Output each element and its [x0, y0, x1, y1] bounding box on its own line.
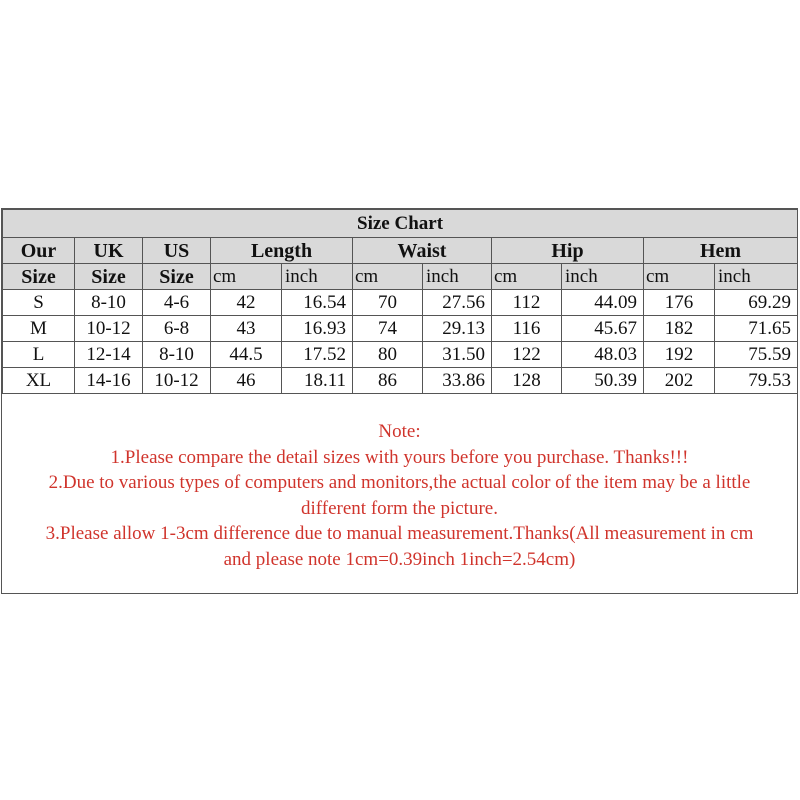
cell-size: L	[3, 342, 75, 368]
cell-hip-cm: 128	[492, 368, 562, 394]
header-length: Length	[211, 238, 353, 264]
cell-hem-inch: 71.65	[715, 316, 798, 342]
notes-heading: Note:	[378, 421, 421, 442]
cell-uk: 10-12	[75, 316, 143, 342]
cell-hip-cm: 112	[492, 290, 562, 316]
header-hem: Hem	[644, 238, 798, 264]
cell-waist-inch: 33.86	[423, 368, 492, 394]
cell-hip-cm: 122	[492, 342, 562, 368]
cell-hem-inch: 79.53	[715, 368, 798, 394]
cell-hem-cm: 202	[644, 368, 715, 394]
unit-hip-inch: inch	[562, 264, 644, 290]
cell-us: 6-8	[143, 316, 211, 342]
cell-length-inch: 18.11	[282, 368, 353, 394]
note-line-2b: different form the picture.	[301, 497, 498, 519]
table-row	[3, 290, 798, 316]
cell-waist-cm: 80	[353, 342, 423, 368]
unit-hem-cm: cm	[644, 264, 715, 290]
cell-us: 8-10	[143, 342, 211, 368]
cell-uk: 14-16	[75, 368, 143, 394]
note-line-3a: 3.Please allow 1-3cm difference due to manual measurement.Thanks(All measurement in cm	[45, 523, 754, 544]
table-row	[3, 368, 798, 394]
cell-waist-cm: 70	[353, 290, 423, 316]
cell-size: S	[3, 290, 75, 316]
cell-length-cm: 42	[211, 290, 282, 316]
cell-hem-inch: 75.59	[715, 342, 798, 368]
cell-waist-inch: 27.56	[423, 290, 492, 316]
table-row	[3, 316, 798, 342]
cell-length-cm: 46	[211, 368, 282, 394]
table-row	[3, 342, 798, 368]
cell-waist-cm: 74	[353, 316, 423, 342]
cell-waist-inch: 29.13	[423, 316, 492, 342]
unit-hem-inch: inch	[715, 264, 798, 290]
table-title: Size Chart	[3, 210, 798, 238]
cell-hem-inch: 69.29	[715, 290, 798, 316]
header-us: US	[143, 238, 211, 264]
header-our: Our	[3, 238, 75, 264]
cell-hem-cm: 192	[644, 342, 715, 368]
header-waist: Waist	[353, 238, 492, 264]
cell-hem-cm: 182	[644, 316, 715, 342]
header-uk-size: Size	[75, 264, 143, 290]
unit-length-inch: inch	[282, 264, 353, 290]
cell-waist-inch: 31.50	[423, 342, 492, 368]
header-us-size: Size	[143, 264, 211, 290]
cell-length-inch: 17.52	[282, 342, 353, 368]
cell-hem-cm: 176	[644, 290, 715, 316]
cell-uk: 12-14	[75, 342, 143, 368]
cell-us: 4-6	[143, 290, 211, 316]
header-hip: Hip	[492, 238, 644, 264]
cell-length-cm: 43	[211, 316, 282, 342]
cell-size: XL	[3, 368, 75, 394]
note-line-3b: and please note 1cm=0.39inch 1inch=2.54cm)	[223, 548, 576, 570]
cell-length-inch: 16.54	[282, 290, 353, 316]
header-uk: UK	[75, 238, 143, 264]
unit-length-cm: cm	[211, 264, 282, 290]
note-line-1: 1.Please compare the detail sizes with yours before you purchase. Thanks!!!	[110, 446, 689, 468]
cell-size: M	[3, 316, 75, 342]
cell-hip-cm: 116	[492, 316, 562, 342]
notes-section	[2, 419, 797, 572]
cell-uk: 8-10	[75, 290, 143, 316]
cell-waist-cm: 86	[353, 368, 423, 394]
cell-hip-inch: 50.39	[562, 368, 644, 394]
size-chart-table	[2, 209, 798, 394]
cell-hip-inch: 44.09	[562, 290, 644, 316]
unit-waist-cm: cm	[353, 264, 423, 290]
cell-hip-inch: 45.67	[562, 316, 644, 342]
unit-waist-inch: inch	[423, 264, 492, 290]
header-our-size: Size	[3, 264, 75, 290]
cell-us: 10-12	[143, 368, 211, 394]
cell-hip-inch: 48.03	[562, 342, 644, 368]
cell-length-cm: 44.5	[211, 342, 282, 368]
unit-hip-cm: cm	[492, 264, 562, 290]
size-chart-sheet	[1, 208, 798, 594]
cell-length-inch: 16.93	[282, 316, 353, 342]
note-line-2a: 2.Due to various types of computers and monitors,the actual color of the item may be a little	[48, 472, 751, 493]
